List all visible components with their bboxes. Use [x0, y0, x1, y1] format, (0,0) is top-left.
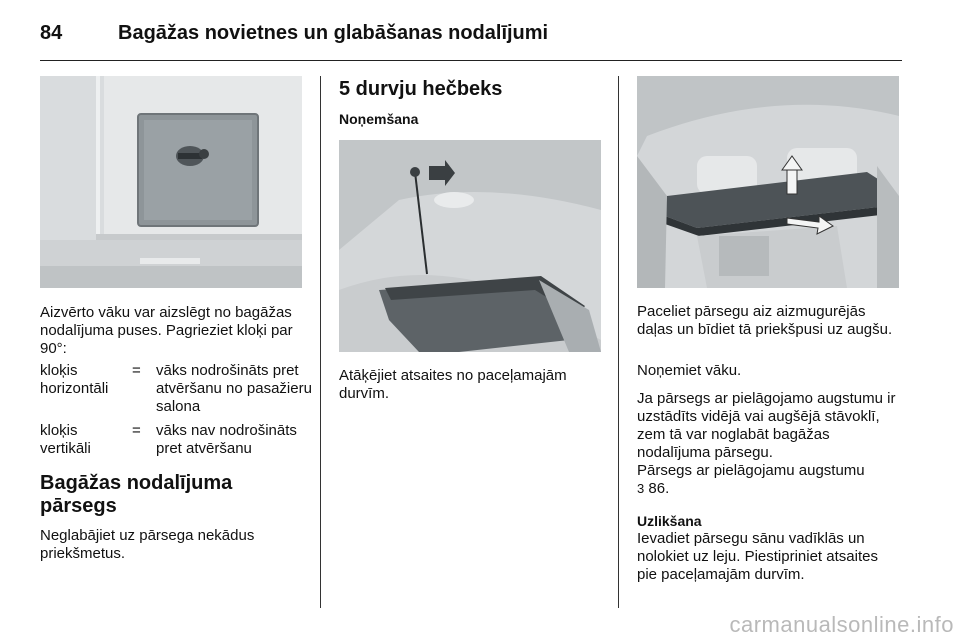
section-heading-hatchback: 5 durvju hečbeks: [339, 78, 503, 100]
cover-lift-illustration: [637, 76, 899, 288]
subheading-removal: Noņemšana: [339, 111, 419, 127]
reference-arrow-icon: 3: [637, 481, 645, 496]
height-cover-note: Pārsegs ar pielāgojamu augstumu: [637, 462, 865, 479]
watermark: carmanualsonline.info: [729, 612, 954, 637]
install-instruction: Ievadiet pārsegu sānu vadīklās un nolokiet uz leju. Piestipriniet atsaites pie paceļamajām durvīm.: [637, 530, 878, 583]
definition-text: vāks nodrošināts pret atvēršanu no pasažieru salona: [156, 362, 312, 415]
column-divider-1: [320, 76, 321, 608]
cover-note: Neglabājiet uz pārsega nekādus priekšmetus.: [40, 527, 255, 562]
definition-separator: =: [132, 422, 141, 439]
lock-knob-illustration: [40, 76, 302, 288]
definition-row: [40, 422, 316, 458]
page-number: 84: [40, 22, 63, 44]
column-divider-2: [618, 76, 619, 608]
remove-instruction: Noņemiet vāku.: [637, 362, 742, 379]
header-divider: [40, 60, 902, 61]
definition-row: [40, 362, 316, 416]
reference-page[interactable]: 86.: [648, 480, 670, 497]
definition-separator: =: [132, 362, 141, 379]
subheading-installation: Uzlikšana: [637, 513, 702, 529]
lock-caption: Aizvērto vāku var aizslēgt no bagāžas nodalījuma puses. Pagrieziet kloķi par 90°:: [40, 304, 293, 357]
definition-text: vāks nav nodrošināts pret atvēršanu: [156, 422, 297, 457]
strap-caption: Atāķējiet atsaites no paceļamajām durvīm.: [339, 367, 567, 402]
definition-term: kloķis vertikāli: [40, 422, 91, 457]
definition-term: kloķis horizontāli: [40, 362, 109, 397]
section-heading-cover: Bagāžas nodalījuma pārsegs: [40, 472, 233, 517]
page-title: Bagāžas novietnes un glabāšanas nodalījumi: [118, 22, 549, 44]
page-reference: [637, 480, 899, 498]
storage-note: Ja pārsegs ar pielāgojamo augstumu ir uzstādīts vidējā vai augšējā stāvoklī, zem tā var noglabāt bagāžas nodalījuma pārsegu.: [637, 390, 896, 461]
tailgate-strap-illustration: [339, 140, 601, 352]
definition-table: [40, 362, 316, 464]
lift-instruction: Paceliet pārsegu aiz aizmugurējās daļas un bīdiet tā priekšpusi uz augšu.: [637, 303, 893, 338]
